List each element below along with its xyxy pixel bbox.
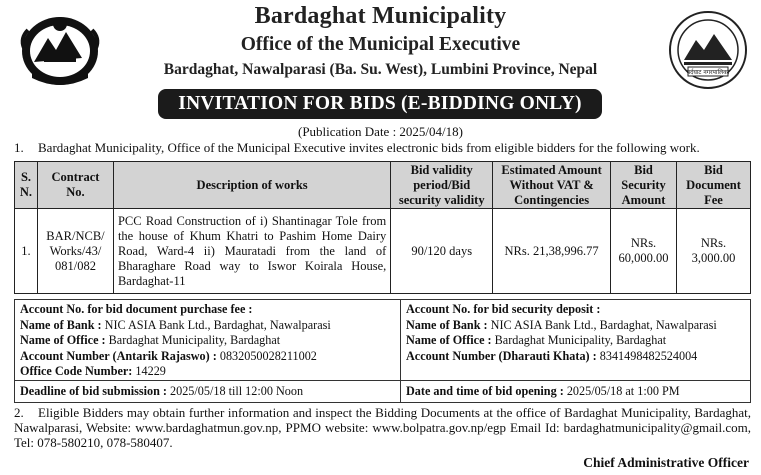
org-name: Bardaghat Municipality <box>254 3 507 29</box>
cell-contract: BAR/NCB/ Works/43/ 081/082 <box>37 209 113 294</box>
address: Bardaghat, Nawalparasi (Ba. Su. West), Lumbini Province, Nepal <box>163 61 598 78</box>
cell-security: NRs. 60,000.00 <box>611 209 677 294</box>
doc-purchase-account <box>20 302 402 380</box>
intro-paragraph <box>14 140 751 155</box>
office-name: Office of the Municipal Executive <box>240 34 521 55</box>
note-text: Eligible Bidders may obtain further information and inspect the Bidding Documents at the office of Bardaghat Municipality, Bardaghat, Nawalparasi, Website: www.bardaghatmun.gov.np, PPMO website: www.bolpatra.gov.np/egp Email Id: bardaghatmunicipality@gmail.com, Tel: 078-580210, 078-580407. <box>14 405 751 450</box>
divider <box>15 380 750 381</box>
cell-validity: 90/120 days <box>391 209 493 294</box>
account-details-box <box>14 299 751 403</box>
office-code-value: 14229 <box>135 364 166 378</box>
works-table <box>14 161 751 294</box>
col-header-contract: Contract No. <box>37 162 113 209</box>
account-value: 0832050028211002 <box>219 348 317 363</box>
banner-title: INVITATION FOR BIDS (E-BIDDING ONLY) <box>158 89 602 119</box>
municipality-logo-icon <box>668 10 748 90</box>
note-paragraph <box>14 405 751 450</box>
office-value: Bardaghat Municipality, Bardaghat <box>108 333 281 347</box>
publication-date: (Publication Date : 2025/04/18) <box>297 124 463 139</box>
table-header-row <box>15 162 751 209</box>
col-header-sn: S. N. <box>15 162 38 209</box>
cell-estimate: NRs. 21,38,996.77 <box>493 209 611 294</box>
intro-number: 1. <box>14 140 24 155</box>
bank-value: NIC ASIA Bank Ltd., Bardaghat, Nawalparasi <box>490 317 717 332</box>
opening-value: 2025/05/18 at 1:00 PM <box>566 384 680 398</box>
office-value: Bardaghat Municipality, Bardaghat <box>494 333 667 347</box>
security-deposit-title: Account No. for bid security deposit : <box>406 302 601 316</box>
intro-text: Bardaghat Municipality, Office of the Municipal Executive invites electronic bids from eligible bidders for the following work. <box>38 140 700 155</box>
bank-label: Name of Bank : <box>406 317 488 332</box>
office-label: Name of Office : <box>20 333 106 347</box>
col-header-estimate: Estimated Amount Without VAT & Contingencies <box>493 162 611 209</box>
table-row <box>15 209 751 294</box>
cell-fee: NRs. 3,000.00 <box>677 209 751 294</box>
submission-deadline <box>20 384 303 400</box>
account-label: Account Number (Dharauti Khata) : <box>406 348 597 363</box>
col-header-fee: Bid Document Fee <box>677 162 751 209</box>
office-label: Name of Office : <box>406 333 492 347</box>
col-header-validity: Bid validity period/Bid security validity <box>391 162 493 209</box>
account-value: 8341498482524004 <box>599 348 698 363</box>
bank-label: Name of Bank : <box>20 317 102 332</box>
security-deposit-account <box>406 302 746 364</box>
office-code-label: Office Code Number: <box>20 364 133 378</box>
emblem-text: बर्दघाट नगरपालिका <box>686 69 730 76</box>
doc-purchase-title: Account No. for bid document purchase fee : <box>20 302 253 316</box>
bank-value: NIC ASIA Bank Ltd., Bardaghat, Nawalparasi <box>104 317 331 332</box>
col-header-security: Bid Security Amount <box>611 162 677 209</box>
col-header-description: Description of works <box>113 162 390 209</box>
cell-sn: 1. <box>15 209 38 294</box>
account-label: Account Number (Antarik Rajaswo) : <box>20 348 217 363</box>
signature: Chief Administrative Officer <box>583 455 749 470</box>
note-number: 2. <box>14 405 24 420</box>
opening-label: Date and time of bid opening : <box>406 384 564 398</box>
deadline-label: Deadline of bid submission : <box>20 384 167 398</box>
cell-description: PCC Road Construction of i) Shantinagar Tole from the house of Khum Khatri to Pashim Home Dairy Road, Ward-4 ii) Mauratadi from the land of Bharaghare Road way to Iswor Koirala House, Bardaghat-11 <box>113 209 390 294</box>
deadline-value: 2025/05/18 till 12:00 Noon <box>170 384 304 398</box>
bid-opening <box>406 384 680 400</box>
